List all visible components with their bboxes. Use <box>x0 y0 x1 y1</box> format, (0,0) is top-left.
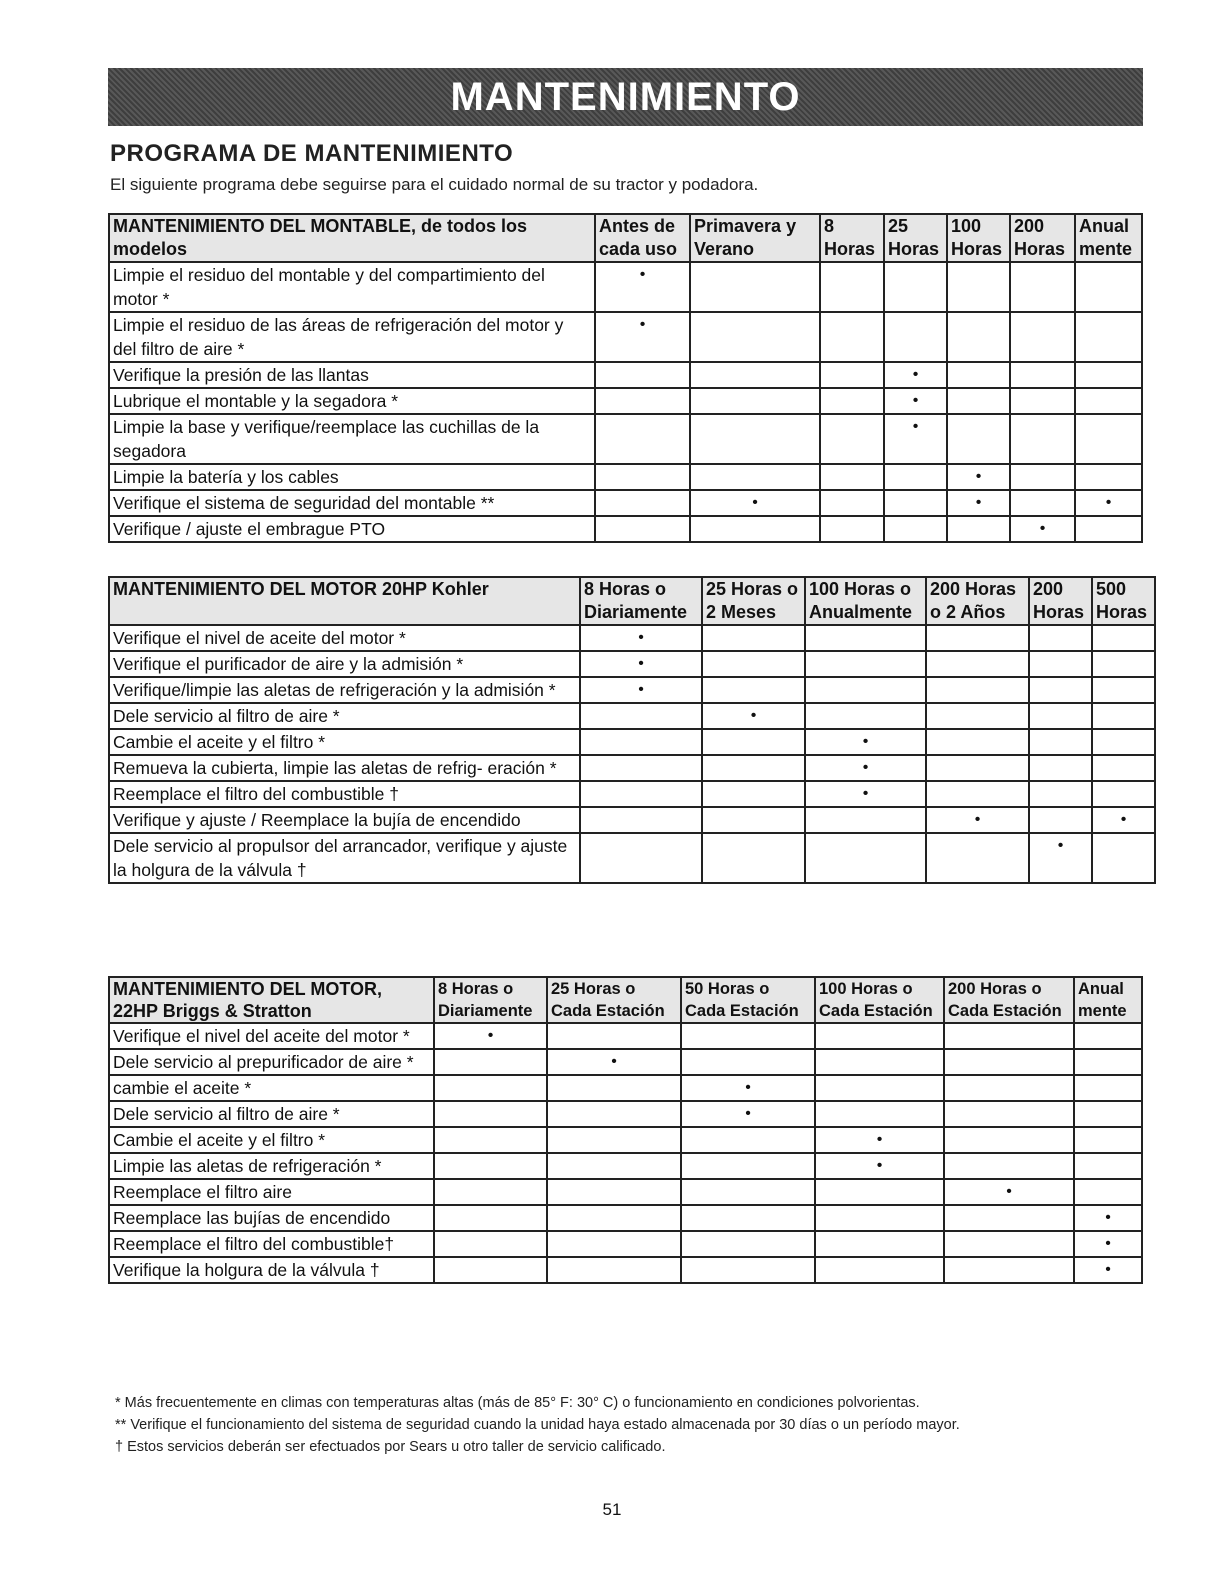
interval-cell <box>815 1075 944 1101</box>
task-cell: Verifique la presión de las llantas <box>109 362 595 388</box>
interval-cell <box>815 1257 944 1283</box>
interval-cell <box>547 1257 681 1283</box>
interval-cell: • <box>805 755 926 781</box>
interval-cell <box>820 516 884 542</box>
table-row <box>109 516 1142 542</box>
table-row <box>109 1075 1142 1101</box>
interval-cell <box>926 755 1029 781</box>
interval-cell: • <box>947 464 1010 490</box>
table-row <box>109 362 1142 388</box>
interval-cell <box>595 516 690 542</box>
interval-cell <box>434 1205 547 1231</box>
interval-cell <box>547 1205 681 1231</box>
interval-cell <box>1092 833 1155 883</box>
interval-cell <box>947 516 1010 542</box>
interval-cell: • <box>1074 1231 1142 1257</box>
interval-cell <box>681 1231 815 1257</box>
interval-cell <box>702 755 805 781</box>
interval-cell <box>815 1101 944 1127</box>
table-row <box>109 1023 1142 1049</box>
interval-cell <box>1029 703 1092 729</box>
interval-cell <box>1074 1153 1142 1179</box>
table-row <box>109 729 1155 755</box>
interval-cell <box>926 625 1029 651</box>
interval-cell <box>815 1231 944 1257</box>
interval-cell: • <box>884 362 947 388</box>
task-cell: Limpie la batería y los cables <box>109 464 595 490</box>
interval-cell: • <box>580 677 702 703</box>
task-cell: Reemplace el filtro del combustible† <box>109 1231 434 1257</box>
column-header: 200 Horas <box>1029 577 1092 625</box>
interval-cell <box>947 414 1010 464</box>
interval-cell <box>1074 1049 1142 1075</box>
interval-cell: • <box>805 781 926 807</box>
interval-cell <box>815 1179 944 1205</box>
interval-cell <box>1010 388 1075 414</box>
interval-cell: • <box>815 1153 944 1179</box>
column-header: Anual mente <box>1074 977 1142 1023</box>
interval-cell <box>815 1205 944 1231</box>
interval-cell: • <box>595 262 690 312</box>
table-heading: MANTENIMIENTO DEL MOTOR, 22HP Briggs & Stratton <box>109 977 434 1023</box>
interval-cell <box>944 1205 1074 1231</box>
interval-cell <box>1074 1127 1142 1153</box>
task-cell: Dele servicio al filtro de aire * <box>109 1101 434 1127</box>
interval-cell <box>1010 414 1075 464</box>
interval-cell <box>1075 362 1142 388</box>
intro-text: El siguiente programa debe seguirse para el cuidado normal de su tractor y podadora. <box>110 175 759 194</box>
interval-cell <box>434 1127 547 1153</box>
interval-cell <box>690 516 820 542</box>
interval-cell <box>1029 677 1092 703</box>
interval-cell <box>547 1231 681 1257</box>
interval-cell <box>926 729 1029 755</box>
table-row <box>109 625 1155 651</box>
column-header: 25 Horas o 2 Meses <box>702 577 805 625</box>
interval-cell <box>547 1101 681 1127</box>
interval-cell <box>580 729 702 755</box>
task-cell: Verifique / ajuste el embrague PTO <box>109 516 595 542</box>
interval-cell: • <box>1029 833 1092 883</box>
interval-cell <box>820 262 884 312</box>
task-cell: Verifique el nivel de aceite del motor * <box>109 625 580 651</box>
interval-cell <box>1075 388 1142 414</box>
interval-cell: • <box>580 651 702 677</box>
task-cell: Limpie el residuo de las áreas de refrigeración del motor y del filtro de aire * <box>109 312 595 362</box>
interval-cell <box>1029 729 1092 755</box>
task-cell: Limpie la base y verifique/reemplace las cuchillas de la segadora <box>109 414 595 464</box>
interval-cell <box>926 703 1029 729</box>
interval-cell <box>690 414 820 464</box>
interval-cell <box>1075 312 1142 362</box>
task-cell: Cambie el aceite y el filtro * <box>109 729 580 755</box>
interval-cell <box>434 1179 547 1205</box>
interval-cell <box>1092 729 1155 755</box>
interval-cell <box>1075 262 1142 312</box>
interval-cell <box>702 729 805 755</box>
interval-cell <box>702 781 805 807</box>
interval-cell <box>820 464 884 490</box>
interval-cell <box>944 1023 1074 1049</box>
interval-cell <box>595 414 690 464</box>
interval-cell <box>434 1049 547 1075</box>
interval-cell <box>1074 1075 1142 1101</box>
column-header: 8 Horas o Diariamente <box>580 577 702 625</box>
interval-cell <box>1010 362 1075 388</box>
interval-cell: • <box>702 703 805 729</box>
interval-cell <box>1029 781 1092 807</box>
interval-cell <box>580 781 702 807</box>
interval-cell <box>926 833 1029 883</box>
interval-cell: • <box>947 490 1010 516</box>
table-row <box>109 1231 1142 1257</box>
table-heading: MANTENIMIENTO DEL MOTOR 20HP Kohler <box>109 577 580 625</box>
interval-cell <box>926 651 1029 677</box>
task-cell: cambie el aceite * <box>109 1075 434 1101</box>
table-row <box>109 1101 1142 1127</box>
column-header: 200 Horas <box>1010 214 1075 262</box>
task-cell: Verifique la holgura de la válvula † <box>109 1257 434 1283</box>
interval-cell <box>884 516 947 542</box>
table-row <box>109 414 1142 464</box>
footnote-1: * Más frecuentemente en climas con temperaturas altas (más de 85° F: 30° C) o funcionamiento en condiciones polvorientas. <box>115 1395 920 1411</box>
interval-cell <box>805 807 926 833</box>
interval-cell: • <box>690 490 820 516</box>
interval-cell: • <box>547 1049 681 1075</box>
interval-cell <box>1029 625 1092 651</box>
interval-cell <box>580 703 702 729</box>
column-header: 8 Horas <box>820 214 884 262</box>
interval-cell <box>884 464 947 490</box>
interval-cell <box>944 1075 1074 1101</box>
interval-cell <box>690 312 820 362</box>
interval-cell: • <box>944 1179 1074 1205</box>
column-header: Primavera y Verano <box>690 214 820 262</box>
task-cell: Verifique y ajuste / Reemplace la bujía de encendido <box>109 807 580 833</box>
interval-cell <box>944 1049 1074 1075</box>
interval-cell <box>681 1153 815 1179</box>
task-cell: Verifique/limpie las aletas de refrigeración y la admisión * <box>109 677 580 703</box>
interval-cell: • <box>815 1127 944 1153</box>
task-cell: Verifique el nivel del aceite del motor * <box>109 1023 434 1049</box>
interval-cell <box>690 464 820 490</box>
task-cell: Cambie el aceite y el filtro * <box>109 1127 434 1153</box>
interval-cell <box>944 1257 1074 1283</box>
interval-cell <box>815 1049 944 1075</box>
header-row <box>109 214 1142 262</box>
interval-cell <box>1075 464 1142 490</box>
column-header: 200 Horas o Cada Estación <box>944 977 1074 1023</box>
interval-cell <box>595 388 690 414</box>
table-row <box>109 464 1142 490</box>
interval-cell <box>434 1153 547 1179</box>
interval-cell <box>434 1101 547 1127</box>
interval-cell <box>944 1101 1074 1127</box>
interval-cell <box>580 755 702 781</box>
interval-cell: • <box>681 1101 815 1127</box>
task-cell: Remueva la cubierta, limpie las aletas de refrig- eración * <box>109 755 580 781</box>
page-number: 51 <box>602 1500 622 1519</box>
table-row <box>109 677 1155 703</box>
interval-cell <box>595 362 690 388</box>
interval-cell <box>595 490 690 516</box>
table-heading: MANTENIMIENTO DEL MONTABLE, de todos los modelos <box>109 214 595 262</box>
interval-cell <box>547 1075 681 1101</box>
interval-cell <box>1029 807 1092 833</box>
page-title: PROGRAMA DE MANTENIMIENTO <box>110 140 514 167</box>
interval-cell: • <box>884 388 947 414</box>
table-row <box>109 703 1155 729</box>
interval-cell <box>702 833 805 883</box>
schedule-table-montable <box>108 213 1143 543</box>
interval-cell <box>944 1153 1074 1179</box>
interval-cell <box>1074 1023 1142 1049</box>
column-header: 25 Horas <box>884 214 947 262</box>
interval-cell <box>1092 677 1155 703</box>
table-row <box>109 312 1142 362</box>
interval-cell: • <box>1092 807 1155 833</box>
interval-cell <box>926 781 1029 807</box>
interval-cell <box>681 1205 815 1231</box>
interval-cell <box>805 677 926 703</box>
schedule-table-kohler <box>108 576 1156 884</box>
interval-cell <box>702 807 805 833</box>
task-cell: Lubrique el montable y la segadora * <box>109 388 595 414</box>
interval-cell <box>820 312 884 362</box>
interval-cell <box>805 625 926 651</box>
interval-cell <box>805 703 926 729</box>
column-header: Antes de cada uso <box>595 214 690 262</box>
task-cell: Reemplace el filtro del combustible † <box>109 781 580 807</box>
interval-cell <box>1092 703 1155 729</box>
task-cell: Dele servicio al filtro de aire * <box>109 703 580 729</box>
interval-cell <box>805 651 926 677</box>
task-cell: Dele servicio al prepurificador de aire * <box>109 1049 434 1075</box>
schedule-table-briggs <box>108 976 1143 1284</box>
interval-cell <box>820 490 884 516</box>
interval-cell <box>690 262 820 312</box>
table-row <box>109 755 1155 781</box>
interval-cell <box>947 362 1010 388</box>
interval-cell <box>434 1075 547 1101</box>
banner-text: MANTENIMIENTO <box>450 74 801 119</box>
table-row <box>109 781 1155 807</box>
interval-cell: • <box>805 729 926 755</box>
interval-cell: • <box>681 1075 815 1101</box>
task-cell: Reemplace las bujías de encendido <box>109 1205 434 1231</box>
task-cell: Limpie las aletas de refrigeración * <box>109 1153 434 1179</box>
interval-cell <box>926 677 1029 703</box>
interval-cell <box>944 1231 1074 1257</box>
task-cell: Verifique el purificador de aire y la admisión * <box>109 651 580 677</box>
interval-cell: • <box>926 807 1029 833</box>
column-header: 50 Horas o Cada Estación <box>681 977 815 1023</box>
column-header: Anual mente <box>1075 214 1142 262</box>
column-header: 8 Horas o Diariamente <box>434 977 547 1023</box>
interval-cell <box>702 625 805 651</box>
interval-cell <box>1092 781 1155 807</box>
section-banner <box>108 68 1143 126</box>
interval-cell <box>595 464 690 490</box>
interval-cell: • <box>1010 516 1075 542</box>
interval-cell <box>815 1023 944 1049</box>
column-header: 200 Horas o 2 Años <box>926 577 1029 625</box>
task-cell: Dele servicio al propulsor del arrancador, verifique y ajuste la holgura de la válvula † <box>109 833 580 883</box>
task-cell: Limpie el residuo del montable y del compartimiento del motor * <box>109 262 595 312</box>
table-row <box>109 490 1142 516</box>
interval-cell <box>1092 755 1155 781</box>
interval-cell <box>1010 464 1075 490</box>
interval-cell <box>434 1257 547 1283</box>
table-row <box>109 1153 1142 1179</box>
interval-cell <box>947 312 1010 362</box>
interval-cell <box>947 388 1010 414</box>
column-header: 25 Horas o Cada Estación <box>547 977 681 1023</box>
interval-cell <box>580 807 702 833</box>
interval-cell: • <box>1074 1257 1142 1283</box>
column-header: 500 Horas <box>1092 577 1155 625</box>
interval-cell <box>884 262 947 312</box>
interval-cell <box>547 1127 681 1153</box>
interval-cell <box>1092 651 1155 677</box>
interval-cell: • <box>1075 490 1142 516</box>
table-row <box>109 833 1155 883</box>
interval-cell <box>681 1179 815 1205</box>
interval-cell <box>702 651 805 677</box>
interval-cell <box>547 1023 681 1049</box>
interval-cell <box>690 362 820 388</box>
table-row <box>109 651 1155 677</box>
interval-cell: • <box>1074 1205 1142 1231</box>
table-row <box>109 388 1142 414</box>
interval-cell <box>434 1231 547 1257</box>
footnote-2: ** Verifique el funcionamiento del sistema de seguridad cuando la unidad haya estado almacenada por 30 días o un período mayor. <box>115 1417 960 1433</box>
interval-cell <box>820 362 884 388</box>
interval-cell <box>1075 414 1142 464</box>
table-row <box>109 1205 1142 1231</box>
interval-cell: • <box>434 1023 547 1049</box>
table-row <box>109 1049 1142 1075</box>
interval-cell <box>547 1179 681 1205</box>
column-header: 100 Horas <box>947 214 1010 262</box>
table-row <box>109 807 1155 833</box>
column-header: 100 Horas o Cada Estación <box>815 977 944 1023</box>
task-cell: Reemplace el filtro aire <box>109 1179 434 1205</box>
column-header: 100 Horas o Anualmente <box>805 577 926 625</box>
interval-cell <box>1010 490 1075 516</box>
interval-cell <box>1010 312 1075 362</box>
interval-cell <box>805 833 926 883</box>
header-row <box>109 577 1155 625</box>
table-row <box>109 1179 1142 1205</box>
interval-cell <box>580 833 702 883</box>
interval-cell <box>947 262 1010 312</box>
interval-cell <box>1074 1101 1142 1127</box>
interval-cell <box>944 1127 1074 1153</box>
interval-cell <box>1010 262 1075 312</box>
interval-cell <box>681 1023 815 1049</box>
interval-cell <box>1074 1179 1142 1205</box>
task-cell: Verifique el sistema de seguridad del montable ** <box>109 490 595 516</box>
interval-cell <box>681 1257 815 1283</box>
interval-cell <box>884 490 947 516</box>
interval-cell <box>690 388 820 414</box>
footnote-3: † Estos servicios deberán ser efectuados por Sears u otro taller de servicio calificado. <box>115 1439 666 1455</box>
interval-cell: • <box>884 414 947 464</box>
interval-cell <box>702 677 805 703</box>
interval-cell <box>820 414 884 464</box>
header-row <box>109 977 1142 1023</box>
table-row <box>109 1127 1142 1153</box>
interval-cell <box>681 1127 815 1153</box>
interval-cell <box>884 312 947 362</box>
table-row <box>109 1257 1142 1283</box>
interval-cell <box>547 1153 681 1179</box>
interval-cell <box>681 1049 815 1075</box>
interval-cell <box>1029 651 1092 677</box>
interval-cell <box>1075 516 1142 542</box>
interval-cell <box>1092 625 1155 651</box>
interval-cell: • <box>580 625 702 651</box>
table-row <box>109 262 1142 312</box>
interval-cell: • <box>595 312 690 362</box>
interval-cell <box>820 388 884 414</box>
interval-cell <box>1029 755 1092 781</box>
